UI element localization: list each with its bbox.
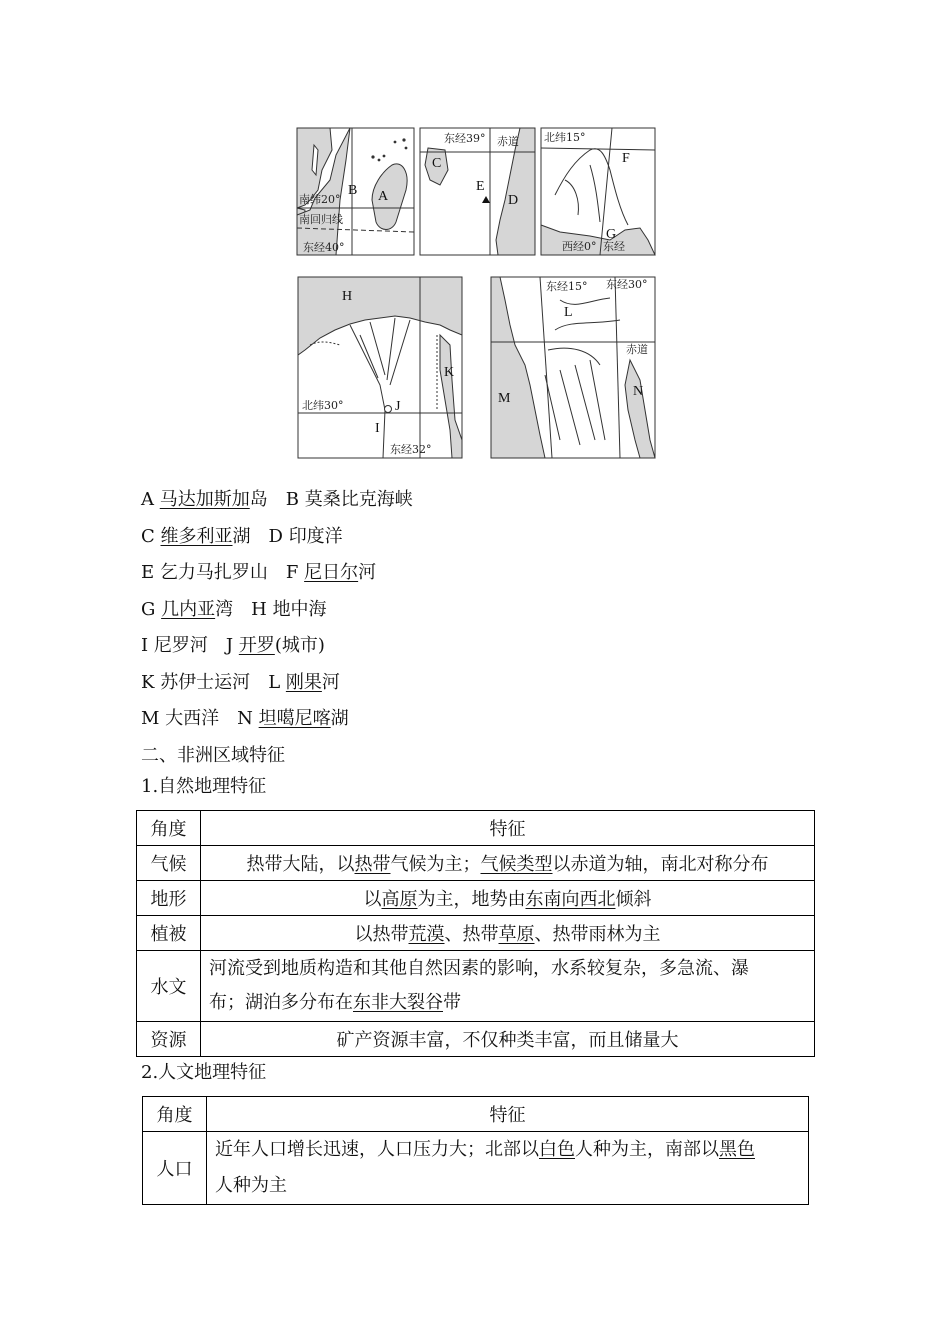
table-row: 水文 河流受到地质构造和其他自然因素的影响，水系较复杂，多急流、瀑 布；湖泊多分布在东非大裂谷带 (137, 951, 815, 1022)
map1-lon-label: 东经40° (303, 241, 345, 254)
map2-lon-label: 东经39° (444, 132, 486, 145)
human-heading: 2.人文地理特征 (141, 1062, 267, 1083)
legend-line: C 维多利亚湖 D 印度洋 (141, 525, 343, 547)
map5-m-label: M (498, 391, 511, 406)
map3-lon-label: 西经0° (562, 240, 597, 253)
map5-l-label: L (564, 305, 573, 320)
map5-lon2-label: 东经30° (606, 278, 648, 291)
map2-e-label: E (476, 179, 485, 194)
map2-c-label: C (432, 156, 442, 171)
map1-lat-label: 南纬20° (299, 193, 341, 206)
legend-line: A 马达加斯加岛 B 莫桑比克海峡 (141, 489, 413, 510)
map5-lon-label: 东经15° (546, 280, 588, 293)
table-row: 人口 近年人口增长迅速，人口压力大；北部以白色人种为主，南部以黑色 人种为主 (143, 1132, 809, 1205)
table-row: 植被 以热带荒漠、热带草原、热带雨林为主 (137, 916, 815, 951)
natural-heading: 1.自然地理特征 (141, 776, 267, 797)
map3-f-label: F (622, 151, 630, 166)
map1-a-label: A (378, 189, 389, 204)
map4-lat-label: 北纬30° (302, 399, 344, 412)
table-row: 气候 热带大陆，以热带气候为主；气候类型以赤道为轴，南北对称分布 (137, 846, 815, 881)
map-east-africa (420, 128, 535, 255)
human-table (142, 1096, 809, 1205)
legend-line: K 苏伊士运河 L 刚果河 (141, 671, 340, 693)
map2-d-label: D (508, 193, 519, 208)
map1-tropic-label: 南回归线 (299, 213, 343, 226)
legend-line: I 尼罗河 J 开罗(城市) (141, 635, 325, 656)
map5-eq-label: 赤道 (626, 343, 648, 356)
natural-table (136, 810, 815, 1057)
map4-lon-label: 东经32° (390, 443, 432, 456)
table-row: 资源 矿产资源丰富，不仅种类丰富，而且储量大 (137, 1022, 815, 1057)
map4-k-label: K (444, 365, 455, 380)
legend-line: M 大西洋 N 坦噶尼喀湖 (141, 708, 349, 729)
map-madagascar (297, 128, 414, 255)
table-row: 角度 特征 (143, 1097, 809, 1132)
map4-h-label: H (342, 289, 353, 304)
table-row: 地形 以高原为主，地势由东南向西北倾斜 (137, 881, 815, 916)
map3-g-label: G (606, 227, 617, 242)
map-egypt (298, 277, 462, 458)
map-west-africa (541, 128, 655, 255)
africa-maps (0, 0, 950, 470)
table-row: 角度 特征 (137, 811, 815, 846)
map3-lat-label: 北纬15° (544, 131, 586, 144)
map2-eq-label: 赤道 (497, 135, 519, 148)
map-congo (491, 277, 655, 458)
map4-i-label: I (375, 421, 380, 436)
legend-line: G 几内亚湾 H 地中海 (141, 598, 327, 620)
map5-n-label: N (633, 384, 644, 399)
map-legend (141, 482, 841, 774)
map1-b-label: B (348, 183, 358, 198)
section-heading: 二、非洲区域特征 (141, 744, 285, 766)
legend-line: E 乞力马扎罗山 F 尼日尔河 (141, 562, 377, 583)
map4-j-label: J (395, 399, 401, 414)
map3-lon2-label: 东经 (603, 240, 625, 253)
